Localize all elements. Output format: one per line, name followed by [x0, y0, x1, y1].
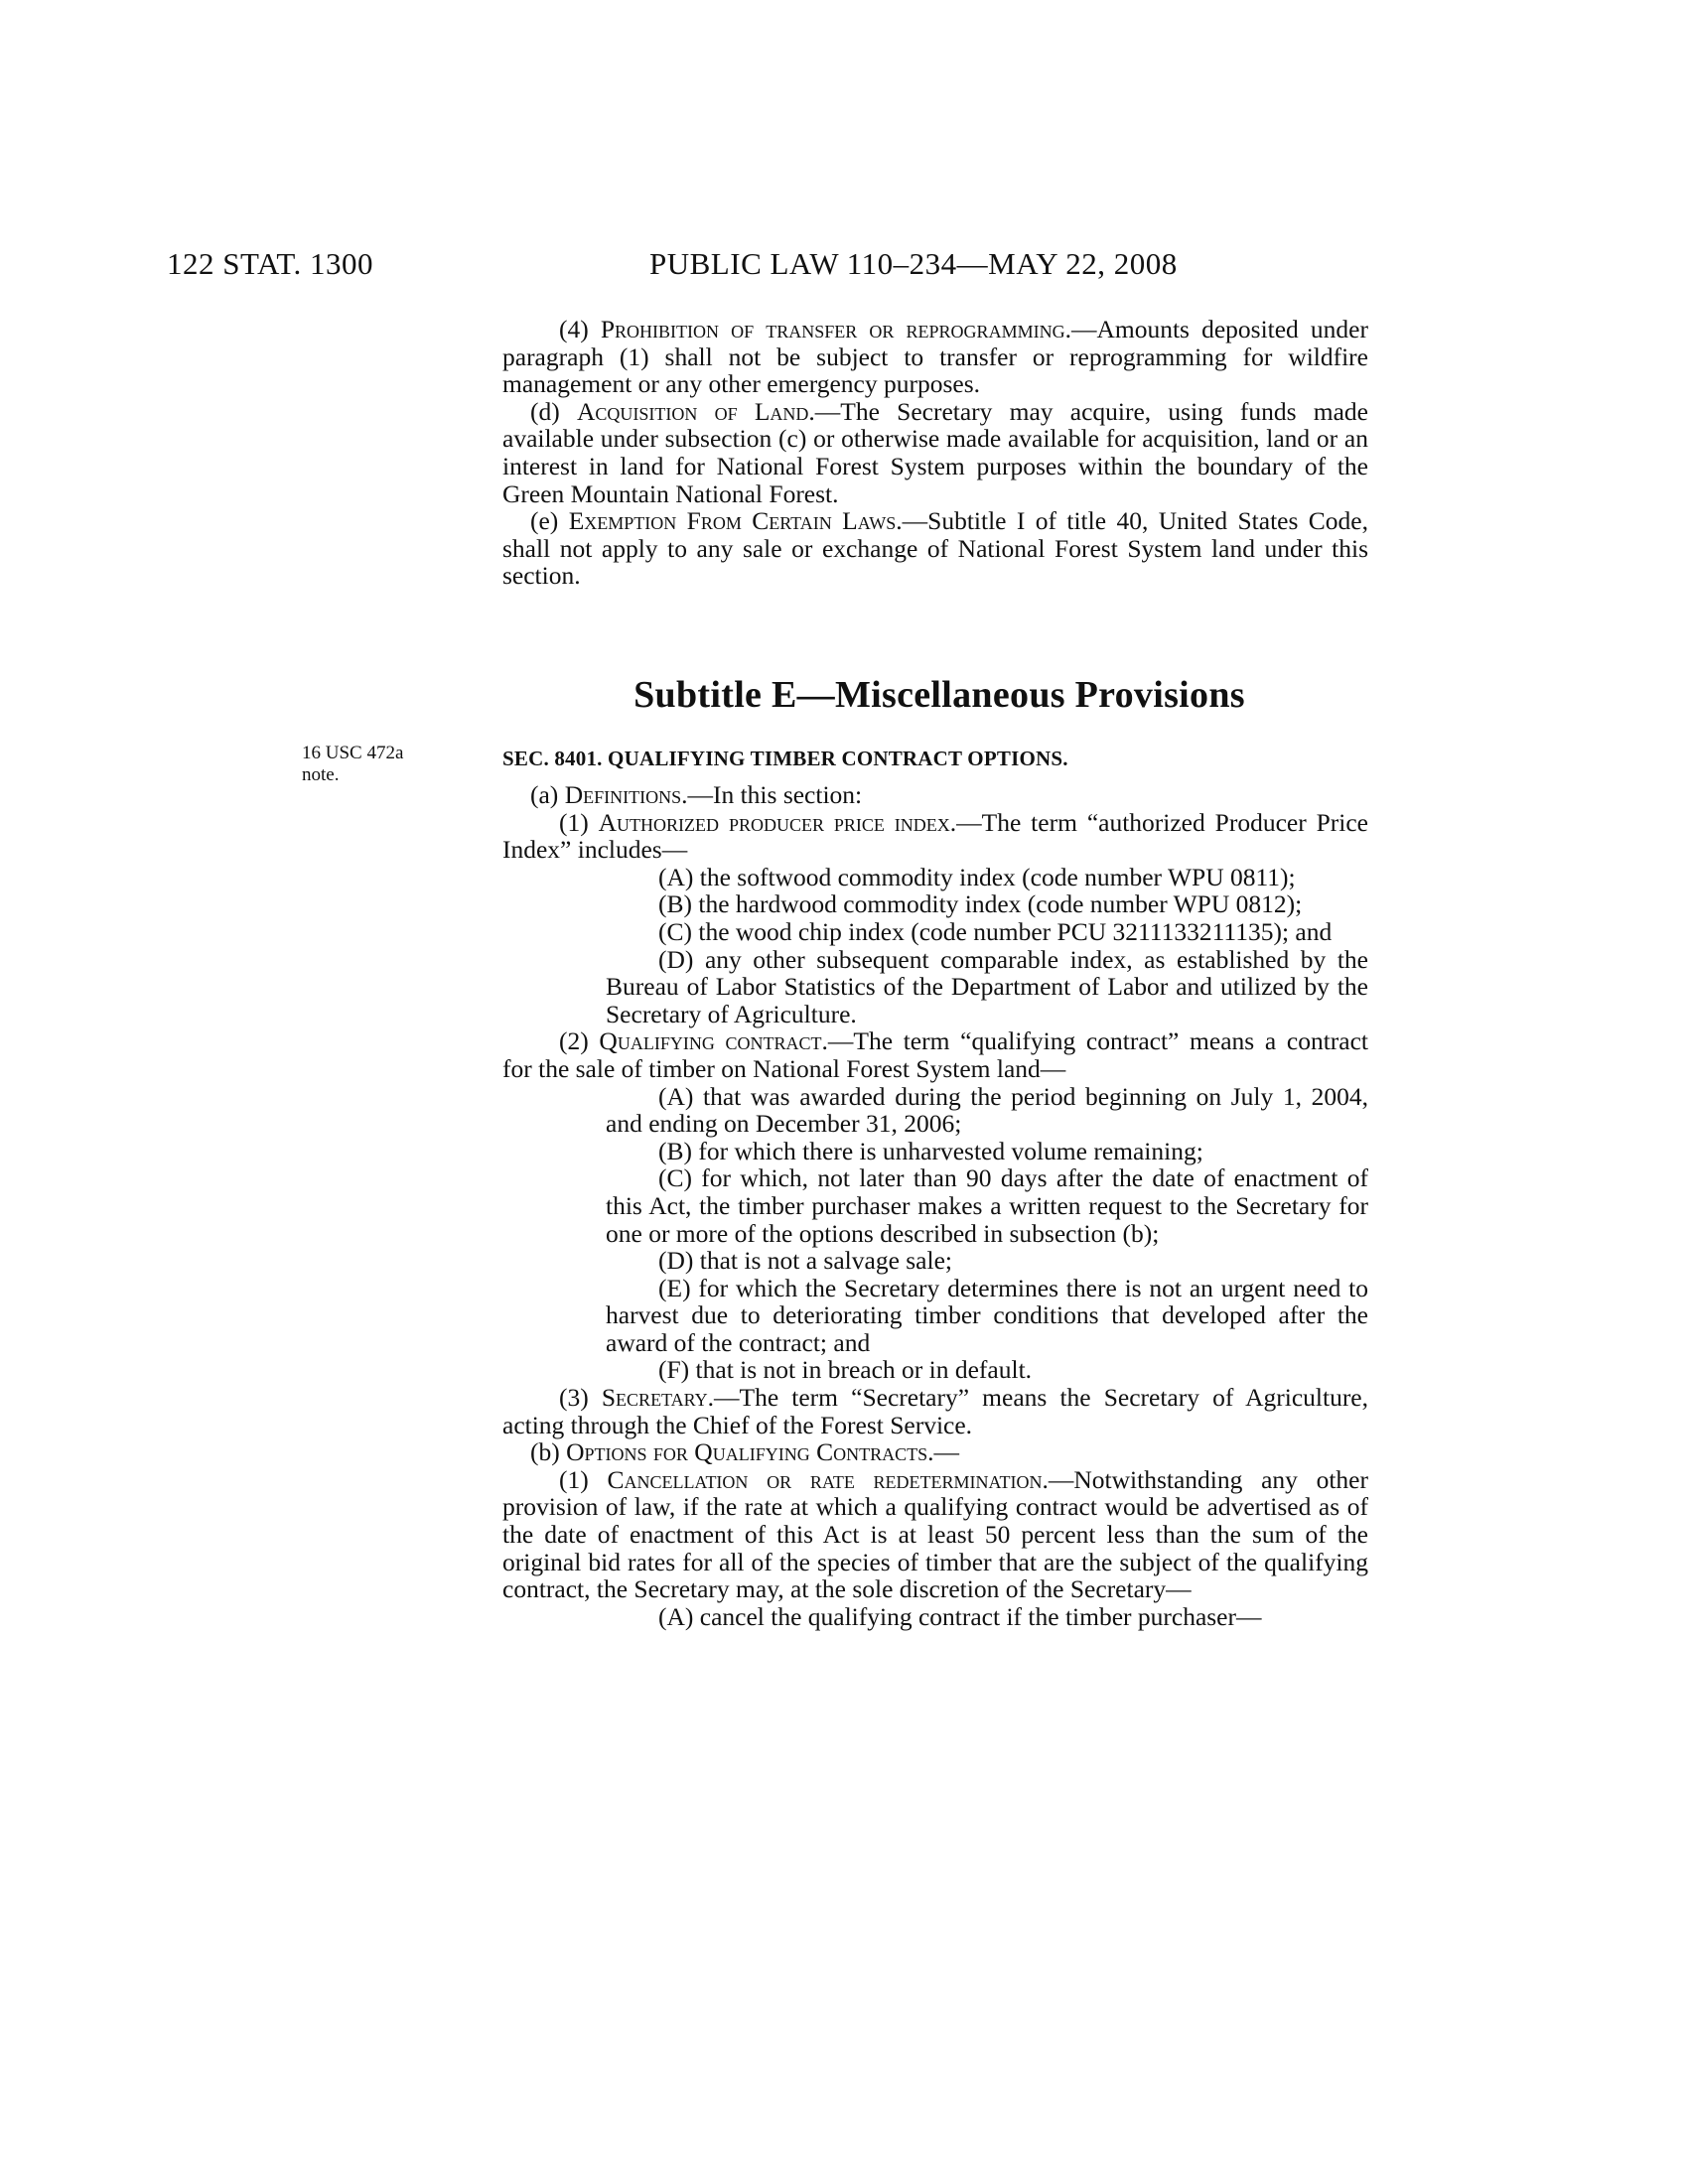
heading-a2: Qualifying contract.: [599, 1026, 828, 1056]
clause-b1A: (A) cancel the qualifying contract if the timber purchaser—: [658, 1601, 1262, 1631]
margin-note: [302, 743, 403, 786]
clause-a2B: (B) for which there is unharvested volume remaining;: [658, 1136, 1203, 1165]
clause-a2C: (C) for which, not later than 90 days after the date of enactment of this Act, the timber purchaser makes a written request to the Secretary for one or more of the options described in subsection (b);: [606, 1163, 1368, 1248]
heading-c4: Prohibition of transfer or reprogramming.: [600, 315, 1071, 343]
margin-note-line: note.: [302, 764, 340, 785]
clause-a1C: (C) the wood chip index (code number PCU 3211133211135); and: [658, 916, 1333, 946]
paragraph-a: (a) Definitions.—In this section:: [530, 780, 863, 809]
paragraph-d: (d) Acquisition of Land.—The Secretary may acquire, using funds made available under subsection (c) or otherwise made available for acquisition, land or an interest in land for National Forest System purposes within the boundary of the Green Mountain National Forest.: [502, 396, 1368, 508]
paragraph-a3: (3) Secretary.—The term “Secretary” means the Secretary of Agriculture, acting through the Chief of the Forest Service.: [502, 1383, 1369, 1439]
heading-a: Definitions.: [564, 780, 688, 809]
heading-e: Exemption From Certain Laws.: [568, 506, 903, 536]
clause-a2D: (D) that is not a salvage sale;: [658, 1246, 952, 1276]
clause-a1B: (B) the hardwood commodity index (code number WPU 0812);: [658, 889, 1303, 919]
clause-a2A: (A) that was awarded during the period beginning on July 1, 2004, and ending on December 31, 2006;: [606, 1081, 1368, 1139]
top-text-block: [502, 316, 1368, 590]
heading-b: Options for Qualifying Contracts.: [566, 1437, 934, 1467]
section-body: [502, 781, 1368, 1630]
running-header: [0, 246, 1688, 286]
heading-b1: Cancellation or rate redetermination.: [607, 1464, 1049, 1494]
public-law-citation: PUBLIC LAW 110–234—MAY 22, 2008: [649, 246, 1178, 281]
heading-d: Acquisition of Land.: [576, 396, 815, 426]
subtitle-heading: Subtitle E—Miscellaneous Provisions: [633, 674, 1245, 716]
paragraph-a1: (1) Authorized producer price index.—The term “authorized Producer Price Index” includes—: [502, 807, 1368, 865]
section-heading: SEC. 8401. QUALIFYING TIMBER CONTRACT OPTIONS.: [502, 747, 1068, 770]
heading-a1: Authorized producer price index.: [598, 807, 957, 837]
clause-a2E: (E) for which the Secretary determines there is not an urgent need to harvest due to deteriorating timber conditions that developed after the award of the contract; and: [606, 1273, 1368, 1357]
clause-a1D: (D) any other subsequent comparable index, as established by the Bureau of Labor Statistics of the Department of Labor and utilized by the Secretary of Agriculture.: [606, 944, 1368, 1028]
heading-a3: Secretary.: [601, 1383, 714, 1413]
clause-a2F: (F) that is not in breach or in default.: [658, 1355, 1033, 1385]
paragraph-b: (b) Options for Qualifying Contracts.—: [530, 1437, 959, 1467]
paragraph-b1: (1) Cancellation or rate redetermination.—Notwithstanding any other provision of law, if the rate at which a qualifying contract would be advertised as of the date of enactment of this Act is at least 50 percent less than the sum of the original bid rates for all of the species of timber that are the subject of the qualifying contract, the Secretary may, at the sole discretion of the Secretary—: [502, 1464, 1368, 1604]
clause-a1A: (A) the softwood commodity index (code number WPU 0811);: [658, 862, 1296, 891]
margin-note-line: 16 USC 472a: [302, 743, 404, 763]
paragraph-a2: (2) Qualifying contract.—The term “qualifying contract” means a contract for the sale of timber on National Forest System land—: [502, 1026, 1368, 1083]
paragraph-c4: (4) Prohibition of transfer or reprogramming.—Amounts deposited under paragraph (1) shall not be subject to transfer or reprogramming for wildfire management or any other emergency purposes.: [502, 315, 1368, 399]
paragraph-e: (e) Exemption From Certain Laws.—Subtitle I of title 40, United States Code, shall not apply to any sale or exchange of National Forest System land under this section.: [502, 506, 1369, 591]
statute-citation: 122 STAT. 1300: [167, 246, 374, 281]
